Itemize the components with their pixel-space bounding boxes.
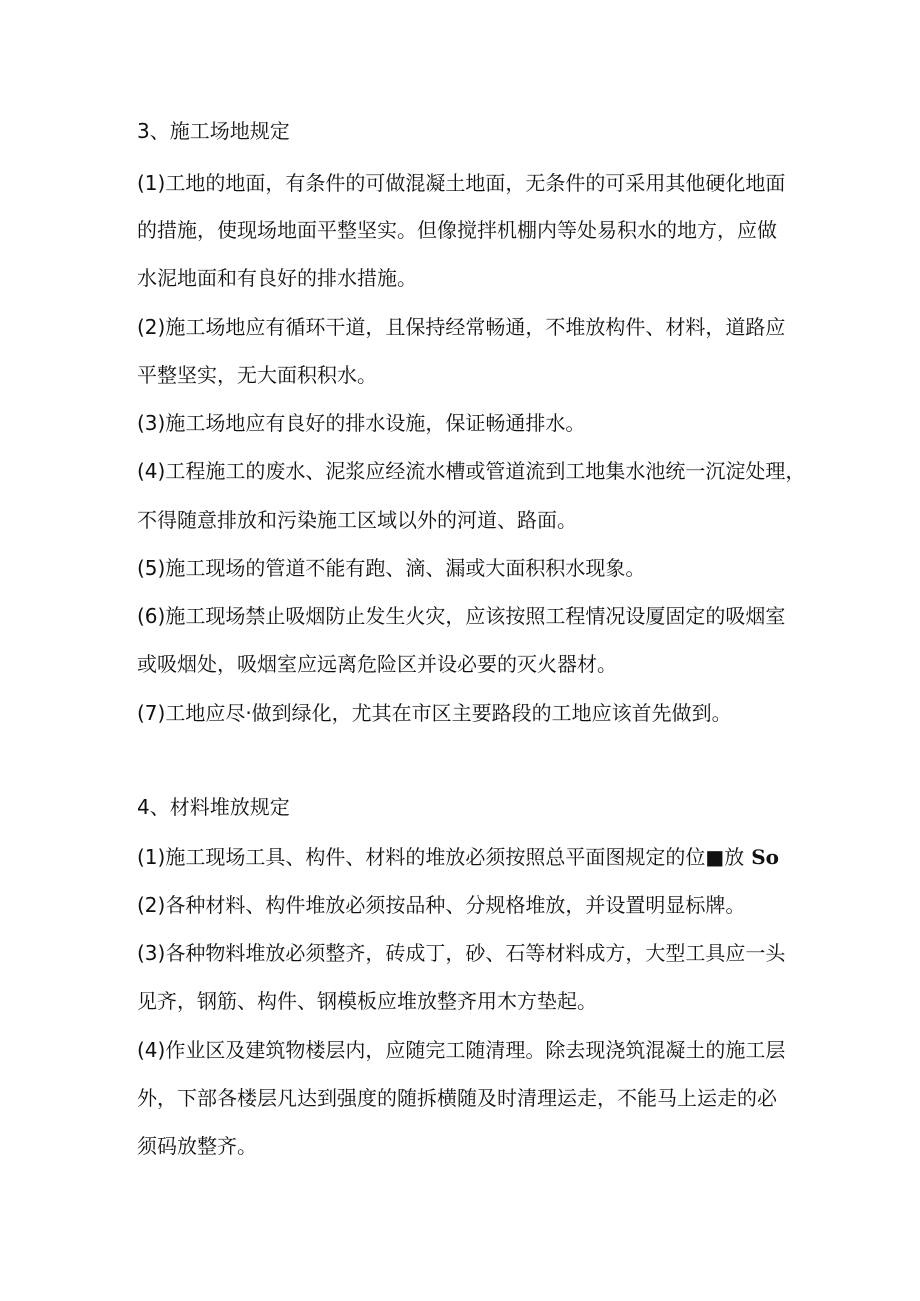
paragraph-line: (1)工地的地面，有条件的可做混凝土地面，无条件的可采用其他硬化地面: [137, 171, 786, 195]
paragraph-line: (6)施工现场禁止吸烟防止发生火灾，应该按照工程情况设厦固定的吸烟室: [137, 604, 786, 628]
paragraph-text: (1)施工现场工具、构件、材料的堆放必须按照总平面图规定的位■放: [137, 845, 745, 869]
section-heading: 3、施工场地规定: [137, 119, 290, 143]
paragraph-line: (2)各种材料、构件堆放必须按品种、分规格堆放，并设置明显标牌。: [137, 893, 746, 917]
paragraph-line: (7)工地应尽·做到绿化，尤其在市区主要路段的工地应该首先做到。: [137, 701, 732, 725]
paragraph-line: 平整坚实，无大面积积水。: [137, 363, 377, 387]
paragraph-line: (4)作业区及建筑物楼层内，应随完工随清理。除去现浇筑混凝土的施工层: [137, 1038, 786, 1062]
paragraph-line: 的措施，使现场地面平整坚实。但像搅拌机棚内等处易积水的地方，应做: [137, 218, 777, 242]
paragraph-line: 见齐，钢筋、构件、钢模板应堆放整齐用木方垫起。: [137, 989, 597, 1013]
paragraph-line: (2)施工场地应有循环干道，且保持经常畅通，不堆放构件、材料，道路应: [137, 315, 786, 339]
section-heading: 4、材料堆放规定: [137, 795, 290, 819]
paragraph-line: 外，下部各楼层凡达到强度的随拆横随及时清理运走，不能马上运走的必: [137, 1086, 777, 1110]
paragraph-line: (3)各种物料堆放必须整齐，砖成丁，砂、石等材料成方，大型工具应一头: [137, 941, 786, 965]
paragraph-line: (3)施工场地应有良好的排水设施，保证畅通排水。: [137, 411, 586, 435]
paragraph-line: [137, 843, 797, 871]
paragraph-line: (5)施工现场的管道不能有跑、滴、漏或大面积积水现象。: [137, 556, 646, 580]
paragraph-line: 水泥地面和有良好的排水措施。: [137, 266, 417, 290]
paragraph-line: 须码放整齐。: [137, 1134, 257, 1158]
paragraph-tail: So: [744, 845, 779, 869]
paragraph-line: 或吸烟处，吸烟室应远离危险区并设必要的灭火器材。: [137, 652, 617, 676]
paragraph-line: (4)工程施工的废水、泥浆应经流水槽或管道流到工地集水池统一沉淀处理，: [137, 459, 806, 483]
paragraph-line: 不得随意排放和污染施工区域以外的河道、路面。: [137, 508, 577, 532]
